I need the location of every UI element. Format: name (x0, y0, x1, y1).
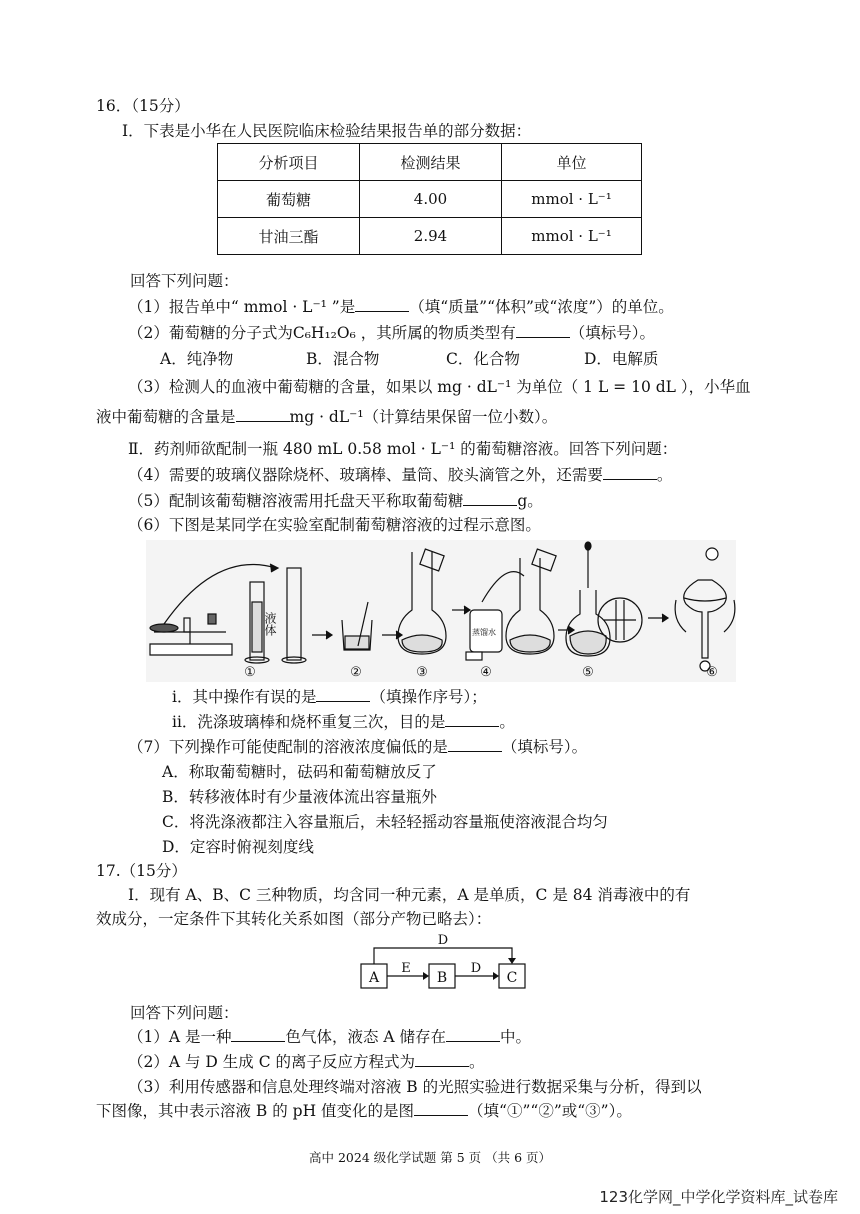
q16-q7: （7）下列操作可能使配制的溶液浓度偏低的是 （填标号）。 (128, 738, 588, 756)
solution-preparation-figure (146, 540, 736, 682)
q17-intro-line1: Ⅰ．现有 A、B、C 三种物质，均含同一种元素，A 是单质，C 是 84 消毒液中的有 (128, 886, 691, 904)
q16-q3-line1: （3）检测人的血液中葡萄糖的含量，如果以 mg · dL⁻¹ 为单位（ 1 L = 10 dL ），小华血 (128, 378, 751, 396)
q16-q3-line2: 液中葡萄糖的含量是 mg · dL⁻¹（计算结果保留一位小数）。 (96, 408, 558, 426)
answer-blank[interactable] (236, 407, 290, 422)
flow-node-label: C (506, 970, 518, 986)
q16-q6-i: ⅰ．其中操作有误的是 （填操作序号）； (172, 688, 487, 706)
table-header-cell: 检测结果 (360, 144, 502, 181)
q16-q7-option: B．转移液体时有少量液体流出容量瓶外 (162, 788, 437, 806)
figure-label: ④ (480, 665, 492, 680)
table-cell: mmol · L⁻¹ (502, 181, 642, 218)
figure-text-liquid: 液体 (263, 612, 277, 636)
flow-edge-label: D (470, 961, 482, 976)
q16-q5: （5）配制该葡萄糖溶液需用托盘天平称取葡萄糖 g。 (128, 492, 543, 510)
q17-q1: （1）A 是一种 色气体，液态 A 储存在 中。 (128, 1028, 532, 1046)
answer-blank[interactable] (316, 687, 370, 702)
flow-arrow-ac (374, 948, 512, 964)
table-row (218, 181, 642, 218)
q16-answer-prompt: 回答下列问题： (130, 272, 239, 290)
answer-blank[interactable] (463, 491, 517, 506)
q16-q2: （2）葡萄糖的分子式为C₆H₁₂O₆ ，其所属的物质类型有 （填标号）。 (128, 324, 655, 342)
q16-q2-option: C．化合物 (446, 350, 520, 368)
flow-node-label: A (368, 970, 380, 986)
answer-blank[interactable] (448, 737, 502, 752)
lab-result-table (217, 143, 642, 255)
table-cell: 2.94 (360, 218, 502, 255)
q17-answer-prompt: 回答下列问题： (130, 1004, 239, 1022)
table-cell: 甘油三酯 (218, 218, 360, 255)
figure-background (146, 540, 736, 682)
figure-label: ⑤ (582, 665, 594, 680)
table-cell: mmol · L⁻¹ (502, 218, 642, 255)
flow-edge-label: D (437, 933, 449, 948)
answer-blank[interactable] (445, 712, 499, 727)
table-header-cell: 单位 (502, 144, 642, 181)
q17-header: 17.（15分） (96, 862, 187, 880)
flow-edge-label: E (401, 961, 411, 976)
page-footer: 高中 2024 级化学试题 第 5 页 （共 6 页） (308, 1150, 551, 1165)
answer-blank[interactable] (414, 1101, 468, 1116)
figure-label: ③ (416, 665, 428, 680)
q16-q1: （1）报告单中“ mmol · L⁻¹ ”是 （填“质量”“体积”或“浓度”）的单位。 (128, 298, 674, 316)
figure-label: ① (244, 665, 256, 680)
answer-blank[interactable] (231, 1027, 285, 1042)
table-header-cell: 分析项目 (218, 144, 360, 181)
conversion-flow-diagram (355, 928, 535, 994)
q16-q2-option: A．纯净物 (160, 350, 234, 368)
flow-node-label: B (436, 970, 448, 986)
figure-text-water: 蒸馏水 (472, 628, 496, 637)
q16-q4: （4）需要的玻璃仪器除烧杯、玻璃棒、量筒、胶头滴管之外，还需要 。 (128, 466, 673, 484)
q17-intro-line2: 效成分，一定条件下其转化关系如图（部分产物已略去）： (96, 910, 492, 928)
q16-q7-option: A．称取葡萄糖时，砝码和葡萄糖放反了 (162, 763, 437, 781)
q16-q7-option: D．定容时俯视刻度线 (162, 838, 314, 856)
q16-part1-intro: Ⅰ．下表是小华在人民医院临床检验结果报告单的部分数据： (122, 122, 532, 140)
figure-label: ② (350, 665, 362, 680)
figure-label: ⑥ (706, 665, 718, 680)
watermark: 123化学网_中学化学资料库_试卷库 (599, 1188, 838, 1206)
q16-header: 16．（15分） (96, 97, 190, 115)
q16-q2-option: D．电解质 (584, 350, 659, 368)
answer-blank[interactable] (355, 297, 409, 312)
q17-q2: （2）A 与 D 生成 C 的离子反应方程式为 。 (128, 1053, 485, 1071)
q16-q7-option: C．将洗涤液都注入容量瓶后，未轻轻摇动容量瓶使溶液混合均匀 (162, 813, 608, 831)
table-row (218, 218, 642, 255)
q16-q6-ii: ⅱ．洗涤玻璃棒和烧杯重复三次，目的是 。 (172, 713, 515, 731)
answer-blank[interactable] (516, 323, 570, 338)
answer-blank[interactable] (446, 1027, 500, 1042)
q16-q6: （6）下图是某同学在实验室配制葡萄糖溶液的过程示意图。 (128, 516, 541, 534)
answer-blank[interactable] (603, 465, 657, 480)
table-header-row (218, 144, 642, 181)
q16-part2-intro: Ⅱ．药剂师欲配制一瓶 480 mL 0.58 mol · L⁻¹ 的葡萄糖溶液。回答下列问题： (128, 440, 678, 458)
answer-blank[interactable] (415, 1052, 469, 1067)
table-cell: 葡萄糖 (218, 181, 360, 218)
q17-q3-line1: （3）利用传感器和信息处理终端对溶液 B 的光照实验进行数据采集与分析，得到以 (128, 1078, 702, 1096)
q17-q3-line2: 下图像，其中表示溶液 B 的 pH 值变化的是图 （填“①”“②”或“③”）。 (96, 1102, 632, 1120)
q16-q2-option: B．混合物 (306, 350, 380, 368)
table-cell: 4.00 (360, 181, 502, 218)
